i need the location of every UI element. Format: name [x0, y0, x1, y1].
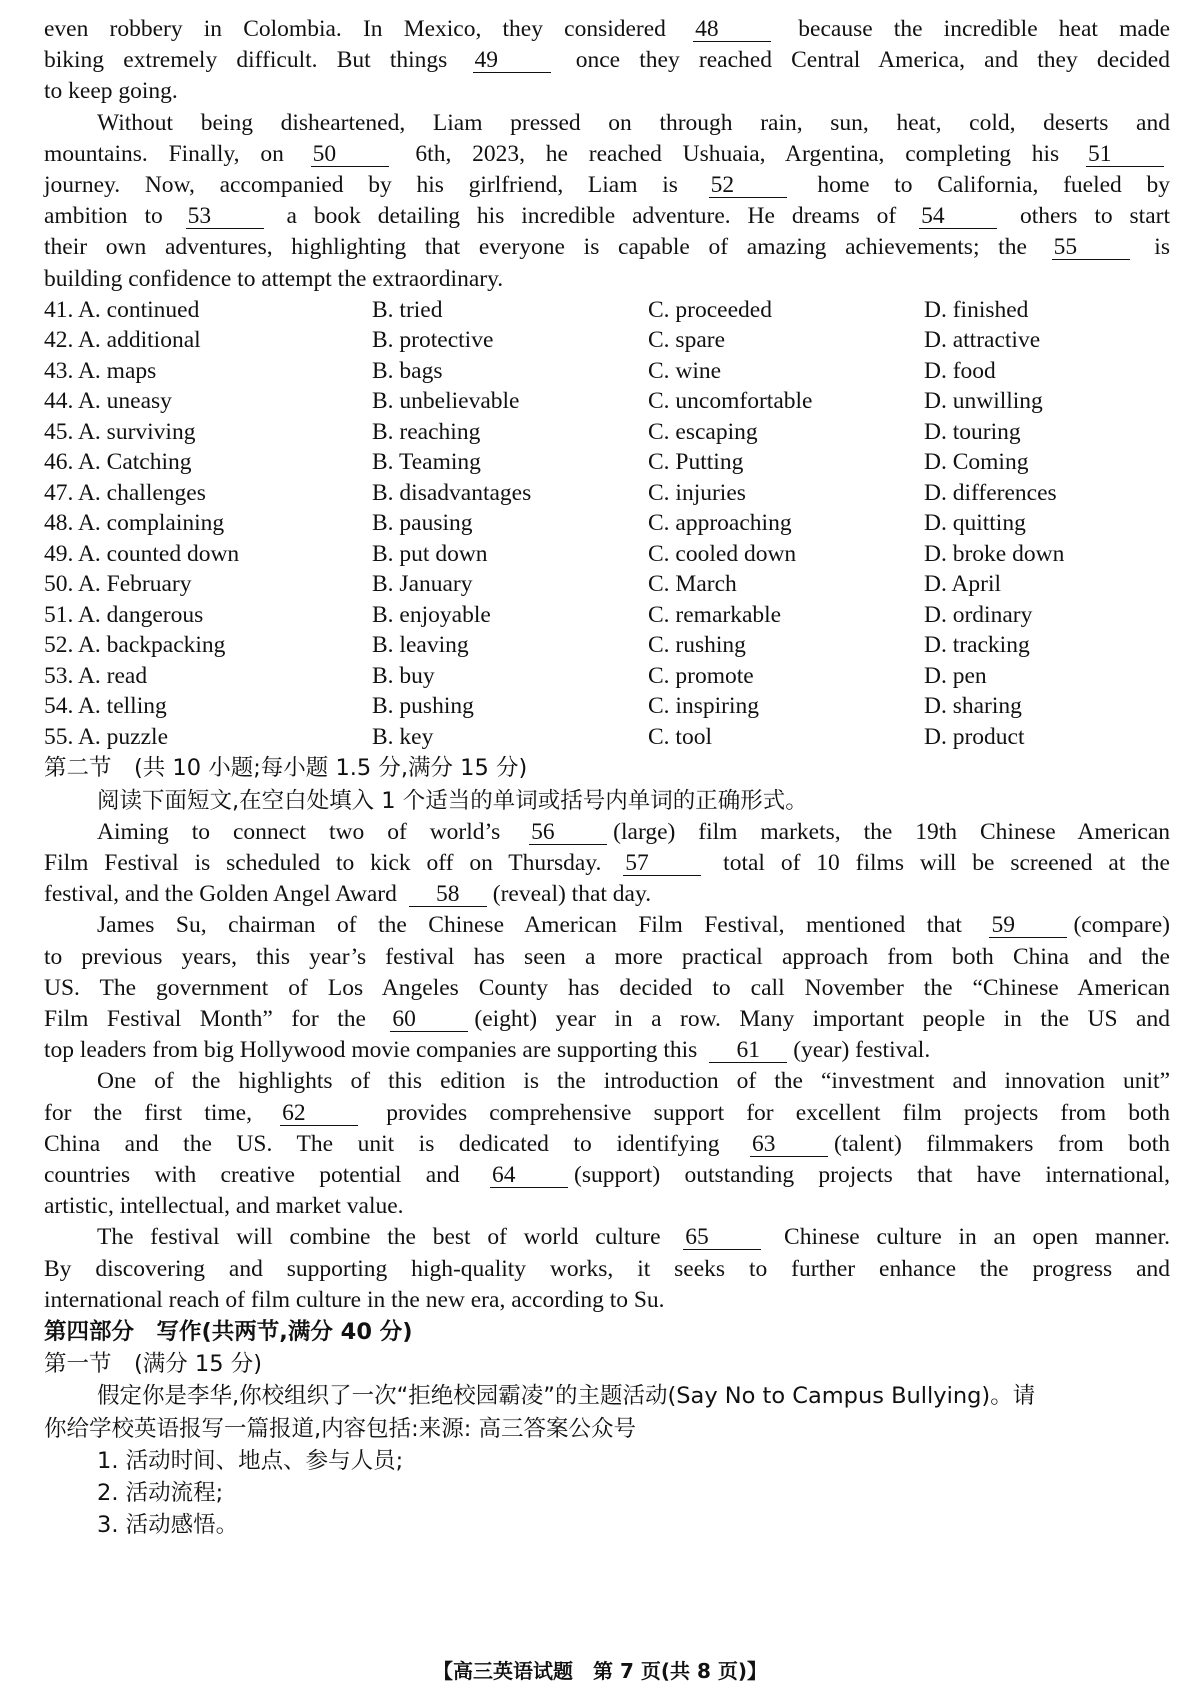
passage-line	[44, 1222, 1170, 1253]
passage-line	[44, 108, 1170, 139]
writing-prompt-line-1: 假定你是李华,你校组织了一次“拒绝校园霸凌”的主题活动(Say No to Campus Bullying)。请	[97, 1383, 1036, 1410]
passage-text: is	[1135, 234, 1170, 261]
passage-text: ambition to	[44, 203, 180, 230]
passage-line	[44, 1254, 1170, 1285]
passage-line	[44, 14, 1170, 45]
option-55-C: C. tool	[648, 723, 712, 750]
option-45-A: 45. A. surviving	[44, 418, 196, 445]
passage-text: because the incredible heat made	[777, 16, 1170, 42]
passage-text: their own adventures, highlighting that everyone is capable of amazing achievements; the	[44, 234, 1046, 261]
grammar-fill-passage	[44, 817, 1170, 1316]
exam-page	[44, 14, 1170, 1541]
passage-text: One of the highlights of this edition is the introduction of the “investment and innovation unit”	[97, 1068, 1170, 1095]
passage-line	[44, 910, 1170, 941]
answer-blank-57: 57	[623, 851, 701, 876]
passage-line	[44, 139, 1170, 170]
passage-text: China and the US. The unit is dedicated to identifying	[44, 1130, 744, 1157]
passage-text: (talent) filmmakers from both	[834, 1130, 1170, 1157]
option-55-D: D. product	[924, 723, 1025, 750]
passage-text: others to start	[1003, 203, 1170, 230]
option-49-B: B. put down	[372, 540, 488, 567]
passage-line	[44, 879, 1170, 910]
option-52-A: 52. A. backpacking	[44, 632, 226, 659]
option-44-D: D. unwilling	[924, 388, 1043, 415]
answer-blank-54: 54	[919, 204, 997, 229]
option-54-C: C. inspiring	[648, 693, 759, 720]
passage-line	[44, 1004, 1170, 1035]
passage-text: international reach of film culture in the new era, according to Su.	[44, 1286, 665, 1313]
option-48-D: D. quitting	[924, 510, 1026, 537]
option-45-D: D. touring	[924, 418, 1021, 445]
passage-line	[44, 45, 1170, 76]
option-52-D: D. tracking	[924, 632, 1030, 659]
passage-line	[44, 264, 1170, 295]
passage-text: artistic, intellectual, and market value.	[44, 1193, 404, 1220]
option-52-C: C. rushing	[648, 632, 746, 659]
passage-text: a book detailing his incredible adventure. He dreams of	[269, 203, 914, 230]
option-43-D: D. food	[924, 357, 996, 384]
option-50-D: D. April	[924, 571, 1002, 598]
option-45-C: C. escaping	[648, 418, 758, 445]
passage-line	[44, 1066, 1170, 1097]
option-47-C: C. injuries	[648, 479, 746, 506]
option-44-B: B. unbelievable	[372, 388, 520, 415]
passage-line	[44, 817, 1170, 848]
option-41-A: 41. A. continued	[44, 296, 200, 323]
option-54-A: 54. A. telling	[44, 693, 167, 720]
answer-blank-52: 52	[709, 173, 787, 198]
answer-blank-49: 49	[473, 48, 551, 73]
passage-text: once they reached Central America, and they decided	[556, 47, 1170, 74]
passage-line	[44, 1191, 1170, 1222]
option-50-B: B. January	[372, 571, 473, 598]
option-41-B: B. tried	[372, 296, 443, 323]
answer-blank-50: 50	[311, 142, 389, 167]
option-54-D: D. sharing	[924, 693, 1022, 720]
section2-heading: 第二节 (共 10 小题;每小题 1.5 分,满分 15 分)	[44, 755, 528, 782]
passage-text: Aiming to connect two of world’s	[97, 818, 524, 845]
page-footer: 【高三英语试题 第 7 页(共 8 页)】	[433, 1659, 767, 1683]
passage-text: Film Festival is scheduled to kick off on Thursday.	[44, 849, 618, 876]
option-51-B: B. enjoyable	[372, 601, 491, 628]
option-49-C: C. cooled down	[648, 540, 797, 567]
passage-text: even robbery in Colombia. In Mexico, they considered	[44, 16, 688, 42]
option-47-A: 47. A. challenges	[44, 479, 206, 506]
answer-blank-64: 64	[490, 1163, 568, 1188]
passage-text: 6th, 2023, he reached Ushuaia, Argentina, completing his	[394, 140, 1080, 167]
passage-text: (compare)	[1073, 912, 1170, 939]
option-47-D: D. differences	[924, 479, 1057, 506]
passage-text: By discovering and supporting high-quality works, it seeks to further enhance the progress and	[44, 1255, 1170, 1282]
passage-text: festival, and the Golden Angel Award	[44, 881, 403, 908]
section2-instruction: 阅读下面短文,在空白处填入 1 个适当的单词或括号内单词的正确形式。	[97, 787, 808, 814]
option-49-A: 49. A. counted down	[44, 540, 240, 567]
option-48-A: 48. A. complaining	[44, 510, 225, 537]
option-51-A: 51. A. dangerous	[44, 601, 204, 628]
option-53-C: C. promote	[648, 662, 754, 689]
answer-blank-62: 62	[280, 1101, 358, 1126]
passage-text: top leaders from big Hollywood movie companies are supporting this	[44, 1037, 704, 1064]
option-44-A: 44. A. uneasy	[44, 388, 172, 415]
passage-text: total of 10 films will be screened at the	[707, 849, 1170, 876]
passage-text: biking extremely difficult. But things	[44, 47, 467, 74]
answer-blank-59: 59	[989, 913, 1067, 938]
option-41-D: D. finished	[924, 296, 1029, 323]
passage-line	[44, 170, 1170, 201]
answer-blank-51: 51	[1086, 142, 1164, 167]
passage-text: provides comprehensive support for excellent film projects from both	[364, 1099, 1171, 1126]
passage-line	[44, 848, 1170, 879]
passage-text: US. The government of Los Angeles County has decided to call November the “Chinese American	[44, 974, 1170, 1001]
answer-blank-60: 60	[390, 1007, 468, 1032]
option-46-C: C. Putting	[648, 449, 744, 476]
passage-line	[44, 76, 1170, 107]
writing-requirement-2: 2. 活动流程;	[97, 1480, 224, 1506]
passage-line	[44, 942, 1170, 973]
passage-text: James Su, chairman of the Chinese American Film Festival, mentioned that	[97, 912, 984, 939]
option-48-B: B. pausing	[372, 510, 473, 537]
option-53-A: 53. A. read	[44, 662, 148, 689]
option-46-B: B. Teaming	[372, 449, 481, 476]
passage-text: Film Festival Month” for the	[44, 1005, 385, 1032]
option-43-A: 43. A. maps	[44, 357, 157, 384]
passage-text: (large) film markets, the 19th Chinese American	[613, 818, 1170, 845]
option-46-A: 46. A. Catching	[44, 449, 192, 476]
option-47-B: B. disadvantages	[372, 479, 532, 506]
part4-subheading: 第一节 (满分 15 分)	[44, 1351, 262, 1378]
passage-text: building confidence to attempt the extraordinary.	[44, 265, 504, 292]
passage-text: (reveal) that day.	[492, 881, 652, 908]
option-42-B: B. protective	[372, 327, 494, 354]
option-54-B: B. pushing	[372, 693, 474, 720]
passage-line	[44, 201, 1170, 232]
option-53-D: D. pen	[924, 662, 987, 689]
cloze-passage-continued	[44, 14, 1170, 295]
passage-text: (year) festival.	[793, 1037, 931, 1064]
option-43-C: C. wine	[648, 357, 722, 384]
passage-line	[44, 1129, 1170, 1160]
option-41-C: C. proceeded	[648, 296, 772, 323]
passage-line	[44, 1098, 1170, 1129]
passage-text: (support) outstanding projects that have international,	[574, 1161, 1170, 1188]
answer-blank-65: 65	[683, 1225, 761, 1250]
writing-requirement-3: 3. 活动感悟。	[97, 1512, 239, 1539]
answer-blank-63: 63	[750, 1132, 828, 1157]
option-42-C: C. spare	[648, 327, 726, 354]
passage-text: Without being disheartened, Liam pressed on through rain, sun, heat, cold, deserts and	[97, 109, 1170, 136]
option-44-C: C. uncomfortable	[648, 388, 813, 415]
answer-blank-48: 48	[693, 17, 771, 42]
option-50-A: 50. A. February	[44, 571, 192, 598]
passage-text: The festival will combine the best of world culture	[97, 1224, 678, 1251]
answer-blank-56: 56	[529, 820, 607, 845]
option-45-B: B. reaching	[372, 418, 481, 445]
passage-line	[44, 1035, 1170, 1066]
passage-text: home to California, fueled by	[792, 172, 1170, 199]
option-53-B: B. buy	[372, 662, 435, 689]
option-51-D: D. ordinary	[924, 601, 1033, 628]
passage-text: mountains. Finally, on	[44, 140, 305, 167]
passage-line	[44, 232, 1170, 263]
passage-line	[44, 1285, 1170, 1316]
writing-requirement-1: 1. 活动时间、地点、参与人员;	[97, 1447, 404, 1474]
option-46-D: D. Coming	[924, 449, 1029, 476]
option-52-B: B. leaving	[372, 632, 469, 659]
option-51-C: C. remarkable	[648, 601, 782, 628]
option-49-D: D. broke down	[924, 540, 1065, 567]
passage-text: (eight) year in a row. Many important people in the US and	[474, 1005, 1170, 1032]
part4-heading: 第四部分 写作(共两节,满分 40 分)	[44, 1318, 413, 1345]
passage-text: journey. Now, accompanied by his girlfriend, Liam is	[44, 172, 703, 199]
answer-blank-55: 55	[1052, 235, 1130, 260]
option-55-B: B. key	[372, 723, 434, 750]
passage-line	[44, 973, 1170, 1004]
option-50-C: C. March	[648, 571, 737, 598]
answer-blank-61: 61	[709, 1038, 787, 1063]
option-48-C: C. approaching	[648, 510, 792, 537]
passage-text: to previous years, this year’s festival has seen a more practical approach from both China and the	[44, 943, 1170, 970]
option-42-A: 42. A. additional	[44, 327, 201, 354]
option-55-A: 55. A. puzzle	[44, 723, 168, 750]
passage-text: to keep going.	[44, 78, 178, 105]
option-43-B: B. bags	[372, 357, 443, 384]
writing-prompt-line-2: 你给学校英语报写一篇报道,内容包括:来源: 高三答案公众号	[44, 1415, 636, 1442]
option-42-D: D. attractive	[924, 327, 1041, 354]
passage-text: for the first time,	[44, 1099, 275, 1126]
cloze-options-grid	[44, 295, 1170, 753]
answer-blank-58: 58	[409, 882, 487, 907]
passage-text: Chinese culture in an open manner.	[767, 1224, 1170, 1251]
answer-blank-53: 53	[186, 204, 264, 229]
passage-text: countries with creative potential and	[44, 1161, 484, 1188]
passage-line	[44, 1160, 1170, 1191]
